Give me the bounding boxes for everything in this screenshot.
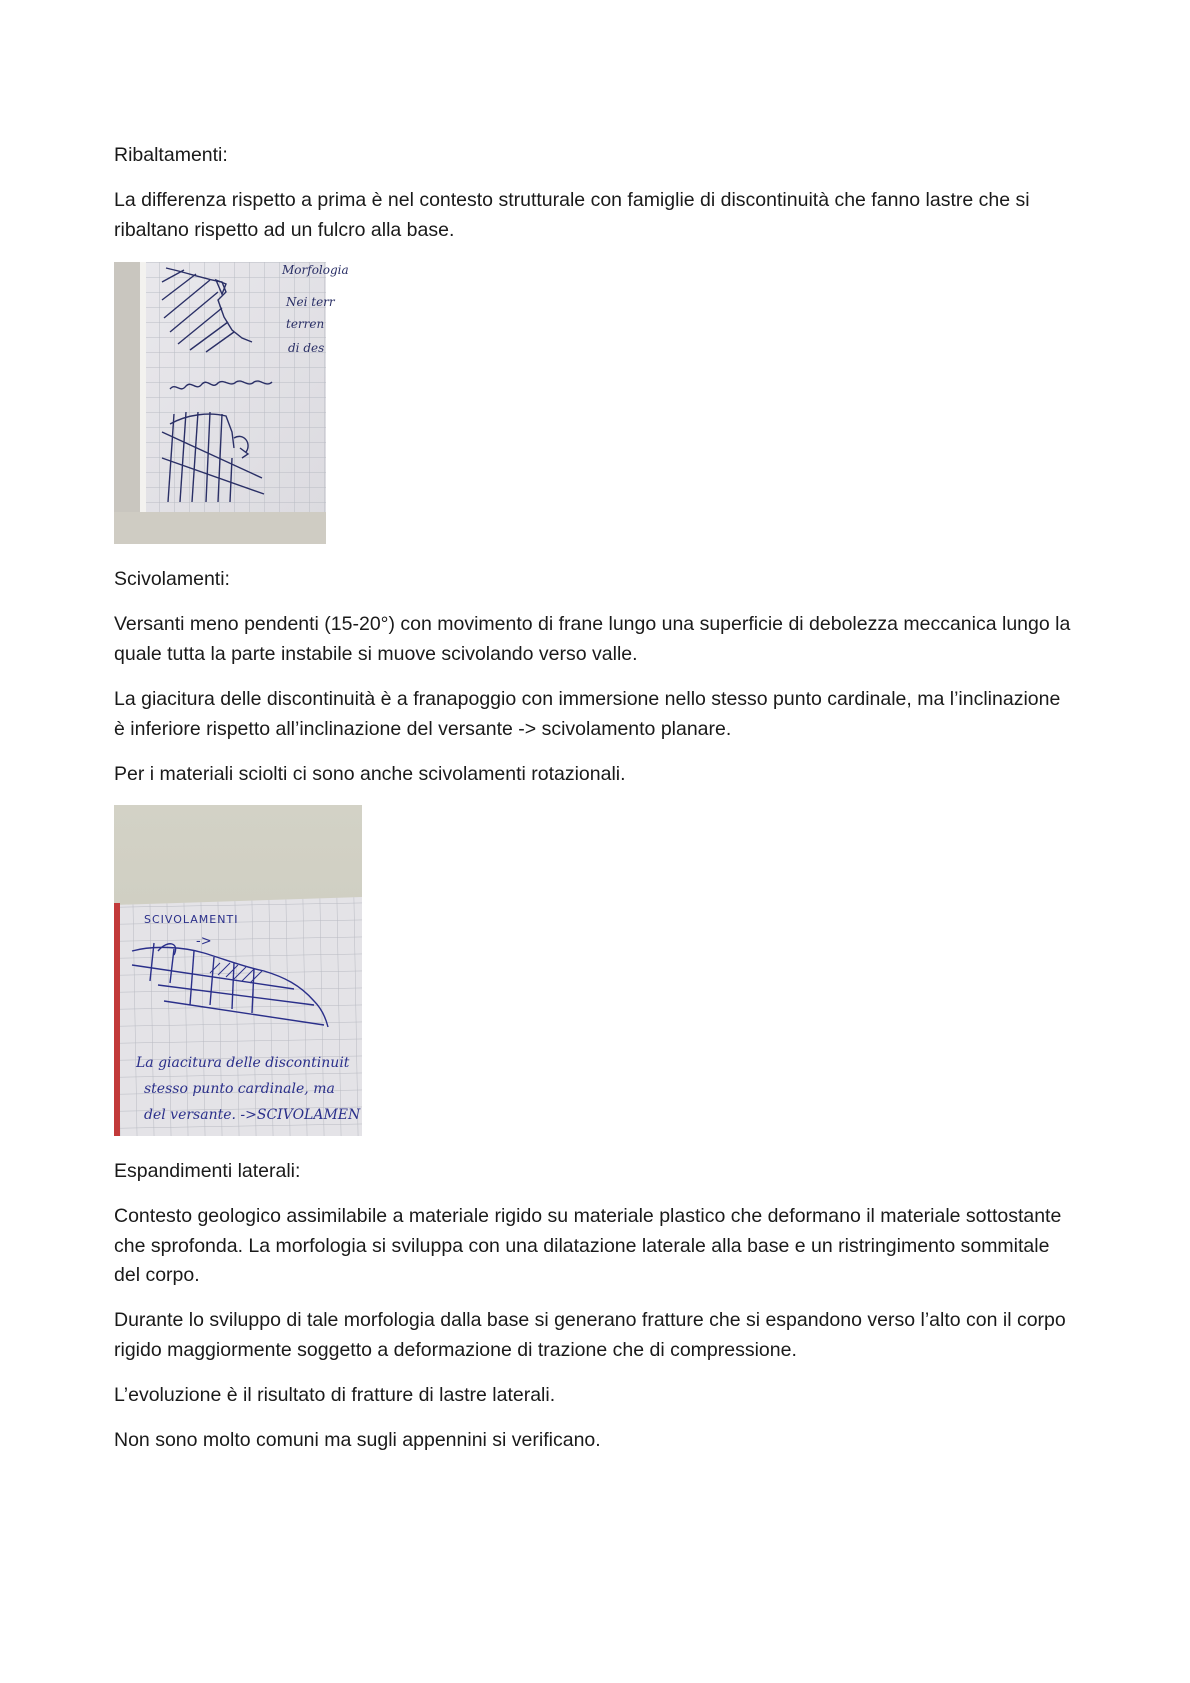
handwriting-title: SCIVOLAMENTI	[144, 913, 239, 926]
paragraph-espandimenti-1: Contesto geologico assimilabile a materiale rigido su materiale plastico che deformano il materiale sottostante che sprofonda. La morfologia si sviluppa con una dilatazione laterale alla base e un ristringimento sommitale del corpo.	[114, 1205, 1062, 1286]
heading-espandimenti: Espandimenti laterali:	[114, 1160, 301, 1182]
heading-ribaltamenti: Ribaltamenti:	[114, 144, 228, 166]
handwriting-line-3: del versante. ->SCIVOLAMEN	[144, 1107, 361, 1123]
paragraph-espandimenti-4: Non sono molto comuni ma sugli appennini si verificano.	[114, 1429, 601, 1451]
handwriting-line-2: Nei terr	[286, 295, 335, 309]
paragraph-scivolamenti-2: La giacitura delle discontinuità è a franapoggio con immersione nello stesso punto cardinale, ma l’inclinazione è inferiore rispetto all’inclinazione del versante -> scivolamento planare.	[114, 688, 1061, 740]
heading-scivolamenti: Scivolamenti:	[114, 568, 230, 590]
handwriting-line-2: stesso punto cardinale, ma	[144, 1081, 335, 1097]
paragraph-espandimenti-3: L’evoluzione è il risultato di fratture di lastre laterali.	[114, 1384, 556, 1406]
paragraph-scivolamenti-3: Per i materiali sciolti ci sono anche scivolamenti rotazionali.	[114, 763, 626, 785]
paragraph-espandimenti-2: Durante lo sviluppo di tale morfologia dalla base si generano fratture che si espandono verso l’alto con il corpo rigido maggiormente soggetto a deformazione di trazione che di compressione.	[114, 1309, 1066, 1361]
notebook-sketch-ribaltamenti	[114, 262, 349, 544]
handwriting-arrow: ->	[196, 934, 212, 949]
notebook-sketch-scivolamenti	[114, 805, 362, 1136]
handwriting-line-1: La giacitura delle discontinuit	[136, 1055, 350, 1071]
handwriting-line-1: Morfologia	[282, 263, 349, 277]
paragraph-scivolamenti-1: Versanti meno pendenti (15-20°) con movimento di frane lungo una superficie di debolezza meccanica lungo la quale tutta la parte instabile si muove scivolando verso valle.	[114, 613, 1071, 665]
paragraph-ribaltamenti: La differenza rispetto a prima è nel contesto strutturale con famiglie di discontinuità che fanno lastre che si ribaltano rispetto ad un fulcro alla base.	[114, 189, 1030, 241]
handwriting-line-3: terren	[286, 317, 325, 331]
handwriting-line-4: di des	[288, 341, 325, 355]
